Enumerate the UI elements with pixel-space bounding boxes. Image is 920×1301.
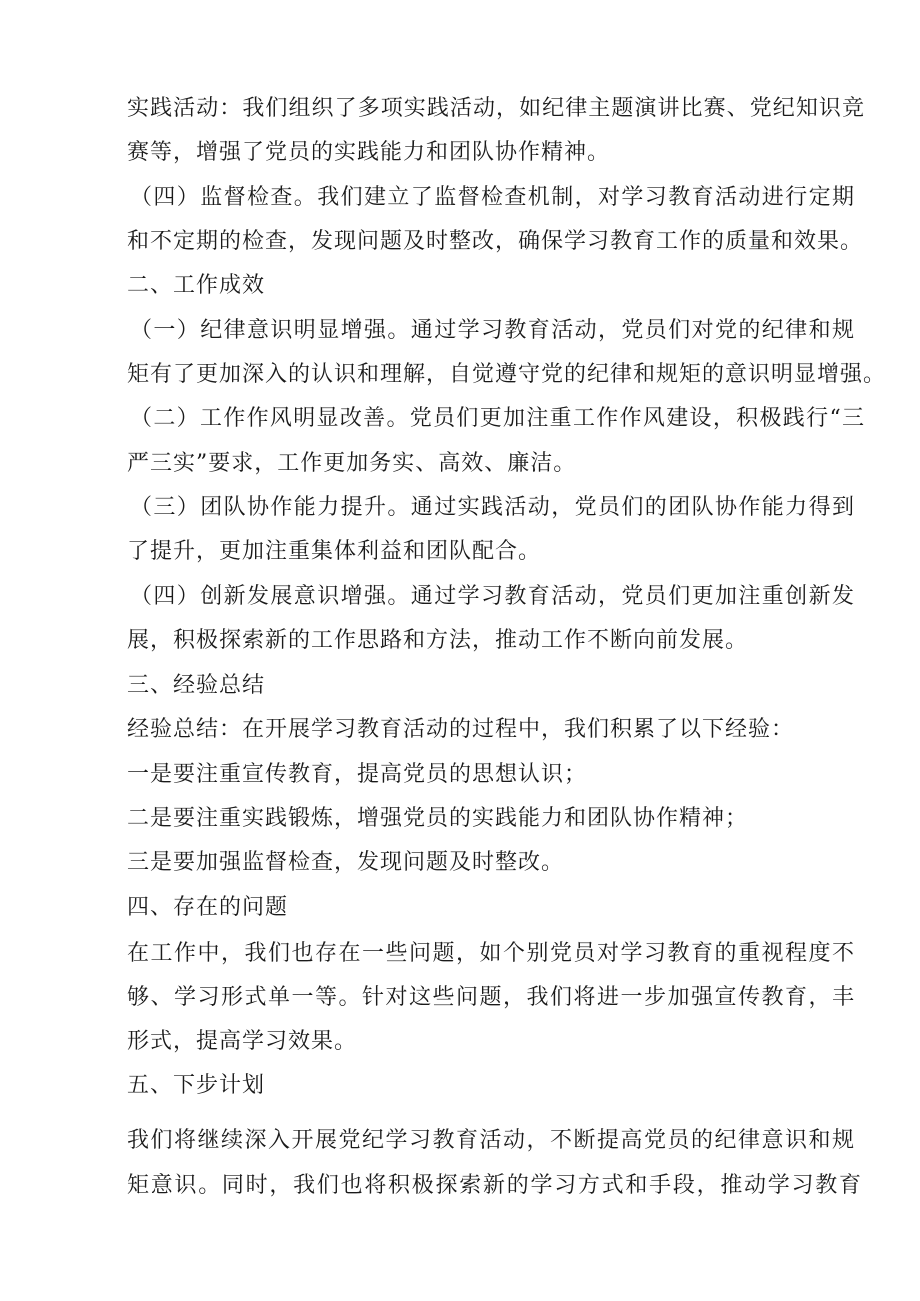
section5-heading: 五、下步计划 [127,1073,266,1098]
section5-line-1: 我们将继续深入开展党纪学习教育活动，不断提高党员的纪律意识和规 [127,1128,855,1153]
section2-item-2-line-2: 严三实”要求，工作更加务实、高效、廉洁。 [127,451,577,476]
section3-point-3: 三是要加强监督检查，发现问题及时整改。 [127,850,565,875]
section5-line-2: 矩意识。同时，我们也将积极探索新的学习方式和手段，推动学习教育 [127,1173,862,1198]
section3-point-2: 二是要注重实践锻炼，增强党员的实践能力和团队协作精神； [127,806,749,831]
section2-heading: 二、工作成效 [127,273,266,298]
section2-item-3-line-1: （三）团队协作能力提升。通过实践活动，党员们的团队协作能力得到 [130,495,855,520]
supervision-line-1: （四）监督检查。我们建立了监督检查机制，对学习教育活动进行定期 [130,185,855,210]
section3-point-1: 一是要注重宣传教育，提高党员的思想认识； [127,762,588,787]
section2-item-4-line-1: （四）创新发展意识增强。通过学习教育活动，党员们更加注重创新发 [130,584,855,609]
section4-line-2: 够、学习形式单一等。针对这些问题，我们将进一步加强宣传教育，丰 [127,985,855,1010]
section2-item-1-line-1: （一）纪律意识明显增强。通过学习教育活动，党员们对党的纪律和规 [130,318,855,343]
section2-item-3-line-2: 了提升，更加注重集体利益和团队配合。 [127,539,542,564]
section3-intro: 经验总结：在开展学习教育活动的过程中，我们积累了以下经验： [127,717,795,742]
practice-line-2: 赛等，增强了党员的实践能力和团队协作精神。 [127,140,611,165]
supervision-line-2: 和不定期的检查，发现问题及时整改，确保学习教育工作的质量和效果。 [127,229,864,254]
section4-heading: 四、存在的问题 [127,895,289,920]
section2-item-2-line-1: （二）工作作风明显改善。党员们更加注重工作作风建设，积极践行“三 [130,406,865,431]
section2-item-1-line-2: 矩有了更加深入的认识和理解，自觉遵守党的纪律和规矩的意识明显增强。 [127,362,887,387]
section4-line-1: 在工作中，我们也存在一些问题，如个别党员对学习教育的重视程度不 [127,941,855,966]
section3-heading: 三、经验总结 [127,673,266,698]
section2-item-4-line-2: 展，积极探索新的工作思路和方法，推动工作不断向前发展。 [127,628,749,653]
practice-line-1: 实践活动：我们组织了多项实践活动，如纪律主题演讲比赛、党纪知识竞 [127,96,865,121]
section4-line-3: 形式，提高学习效果。 [127,1029,358,1054]
